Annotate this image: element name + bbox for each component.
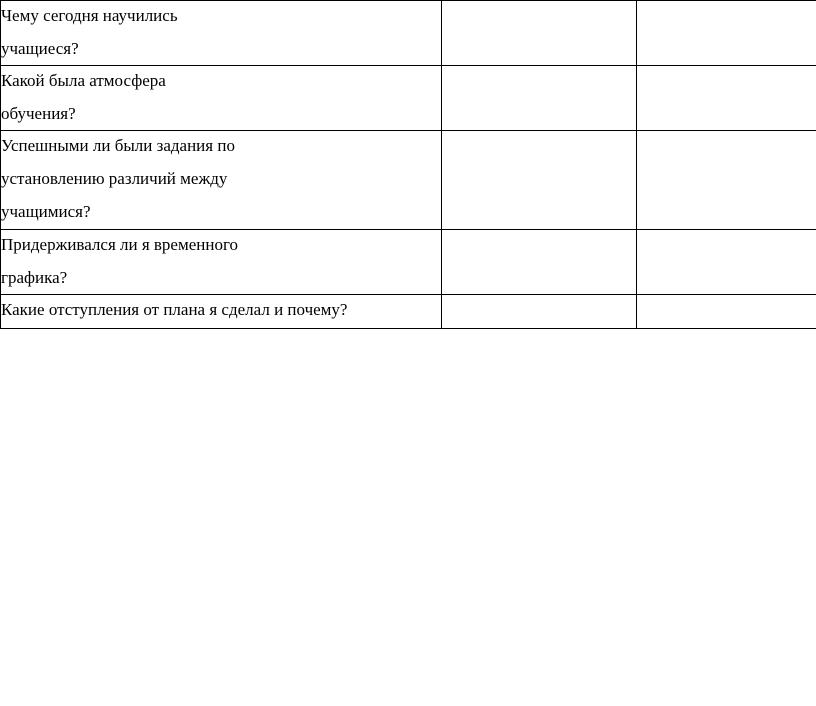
question-cell — [1, 131, 442, 230]
question-text: Какой была атмосфера — [1, 71, 166, 90]
question-text: Придерживался ли я временного — [1, 235, 239, 254]
answer-cell[interactable] — [637, 66, 816, 131]
question-cell — [1, 230, 442, 295]
table-row — [1, 1, 816, 66]
table-row — [1, 295, 816, 329]
answer-cell[interactable] — [637, 1, 816, 66]
question-text: графика? — [1, 268, 68, 287]
question-cell — [1, 295, 442, 329]
question-text: установлению различий между — [1, 169, 228, 188]
answer-cell[interactable] — [442, 295, 637, 329]
question-cell — [1, 1, 442, 66]
question-text: Какие отступления от плана я сделал и почему? — [1, 300, 348, 319]
table-row — [1, 131, 816, 230]
answer-cell[interactable] — [442, 230, 637, 295]
answer-cell[interactable] — [442, 1, 637, 66]
question-text: учащиеся? — [1, 39, 79, 58]
question-text: Чему сегодня научились — [1, 6, 178, 25]
reflection-table — [0, 0, 816, 329]
question-text: обучения? — [1, 104, 76, 123]
answer-cell[interactable] — [637, 230, 816, 295]
answer-cell[interactable] — [442, 131, 637, 230]
question-cell — [1, 66, 442, 131]
table-row — [1, 66, 816, 131]
table-row — [1, 230, 816, 295]
question-text: Успешными ли были задания по — [1, 136, 235, 155]
answer-cell[interactable] — [637, 295, 816, 329]
answer-cell[interactable] — [442, 66, 637, 131]
reflection-table-container — [0, 0, 816, 329]
question-text: учащимися? — [1, 202, 91, 221]
answer-cell[interactable] — [637, 131, 816, 230]
